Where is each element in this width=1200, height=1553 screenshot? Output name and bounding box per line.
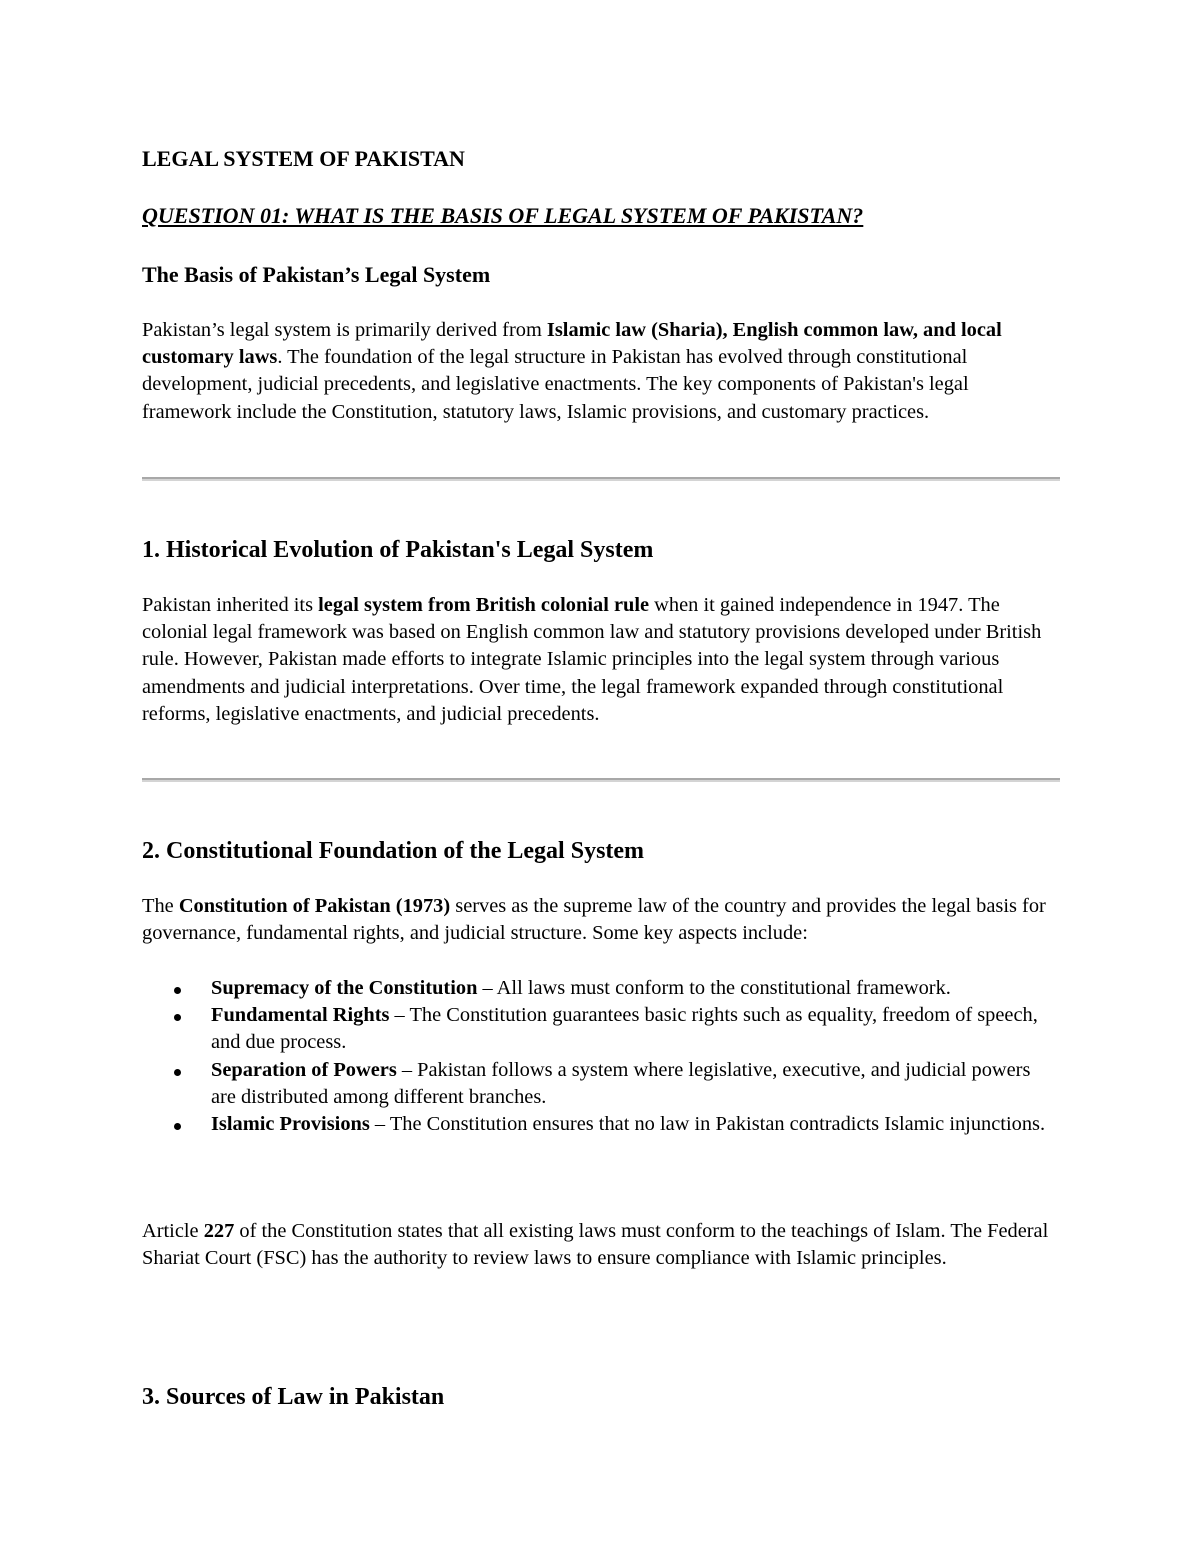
list-item xyxy=(142,975,1060,1002)
bullet-icon xyxy=(174,1069,181,1076)
section-2-paragraph xyxy=(142,893,1060,947)
list-item xyxy=(142,1111,1060,1138)
section-2-text-end: serves as the supreme law of the country and provides the legal basis for governance, fundamental rights, and judicial structure. Some key aspects include: xyxy=(142,895,1046,945)
section-1-text-start: Pakistan inherited its xyxy=(142,594,319,616)
basis-text-start: Pakistan’s legal system is primarily derived from xyxy=(142,319,547,341)
list-item xyxy=(142,1002,1060,1056)
bullet-icon xyxy=(174,987,181,994)
list-item-term: Separation of Powers xyxy=(211,1058,397,1081)
section-2-text-start: The xyxy=(142,895,179,917)
list-item-text: – The Constitution guarantees basic rights such as equality, freedom of speech, and due process. xyxy=(211,1004,1038,1054)
list-item-text: – Pakistan follows a system where legislative, executive, and judicial powers are distributed among different branches. xyxy=(211,1058,1031,1108)
list-item xyxy=(142,1057,1060,1111)
section-1-heading: 1. Historical Evolution of Pakistan's Legal System xyxy=(142,537,654,563)
question-heading: QUESTION 01: WHAT IS THE BASIS OF LEGAL SYSTEM OF PAKISTAN? xyxy=(142,203,864,228)
bullet-icon xyxy=(174,1123,181,1130)
horizontal-rule xyxy=(142,778,1060,782)
basis-paragraph xyxy=(142,317,1060,426)
bullet-icon xyxy=(174,1014,181,1021)
basis-heading: The Basis of Pakistan’s Legal System xyxy=(142,262,491,287)
section-2-heading: 2. Constitutional Foundation of the Legal System xyxy=(142,838,645,864)
section-1-text-end: when it gained independence in 1947. The colonial legal framework was based on English common law and statutory provisions developed under British rule. However, Pakistan made efforts to integrate Islamic principles into the legal system through various amendments and judicial interpretations. Over time, the legal framework expanded through constitutional reforms, legislative enactments, and judicial precedents. xyxy=(142,594,1042,725)
horizontal-rule xyxy=(142,477,1060,481)
list-item-text: – The Constitution ensures that no law in Pakistan contradicts Islamic injunctions. xyxy=(369,1113,1046,1136)
section-3-heading: 3. Sources of Law in Pakistan xyxy=(142,1384,445,1410)
list-item-term: Islamic Provisions xyxy=(211,1113,370,1136)
list-item-text: – All laws must conform to the constitutional framework. xyxy=(477,977,951,999)
list-item-term: Supremacy of the Constitution xyxy=(211,977,478,999)
basis-text-bold: Islamic law (Sharia), English common law, and local customary laws xyxy=(142,319,1002,369)
section-1-paragraph xyxy=(142,592,1060,728)
article-text-end: of the Constitution states that all existing laws must conform to the teachings of Islam. The Federal Shariat Court (FSC) has the authority to review laws to ensure compliance with Islamic principles. xyxy=(142,1220,1049,1270)
basis-text-end: . The foundation of the legal structure in Pakistan has evolved through constitutional development, judicial precedents, and legislative enactments. The key components of Pakistan's legal framework include the Constitution, statutory laws, Islamic provisions, and customary practices. xyxy=(142,346,969,423)
section-1-text-bold: legal system from British colonial rule xyxy=(318,594,650,616)
article-227-paragraph xyxy=(142,1218,1060,1272)
key-aspects-list xyxy=(142,975,1060,1138)
document-title: LEGAL SYSTEM OF PAKISTAN xyxy=(142,146,465,171)
list-item-term: Fundamental Rights xyxy=(211,1004,390,1027)
article-text-start: Article xyxy=(142,1220,204,1242)
section-2-text-bold: Constitution of Pakistan (1973) xyxy=(178,895,451,917)
article-number: 227 xyxy=(203,1220,235,1242)
